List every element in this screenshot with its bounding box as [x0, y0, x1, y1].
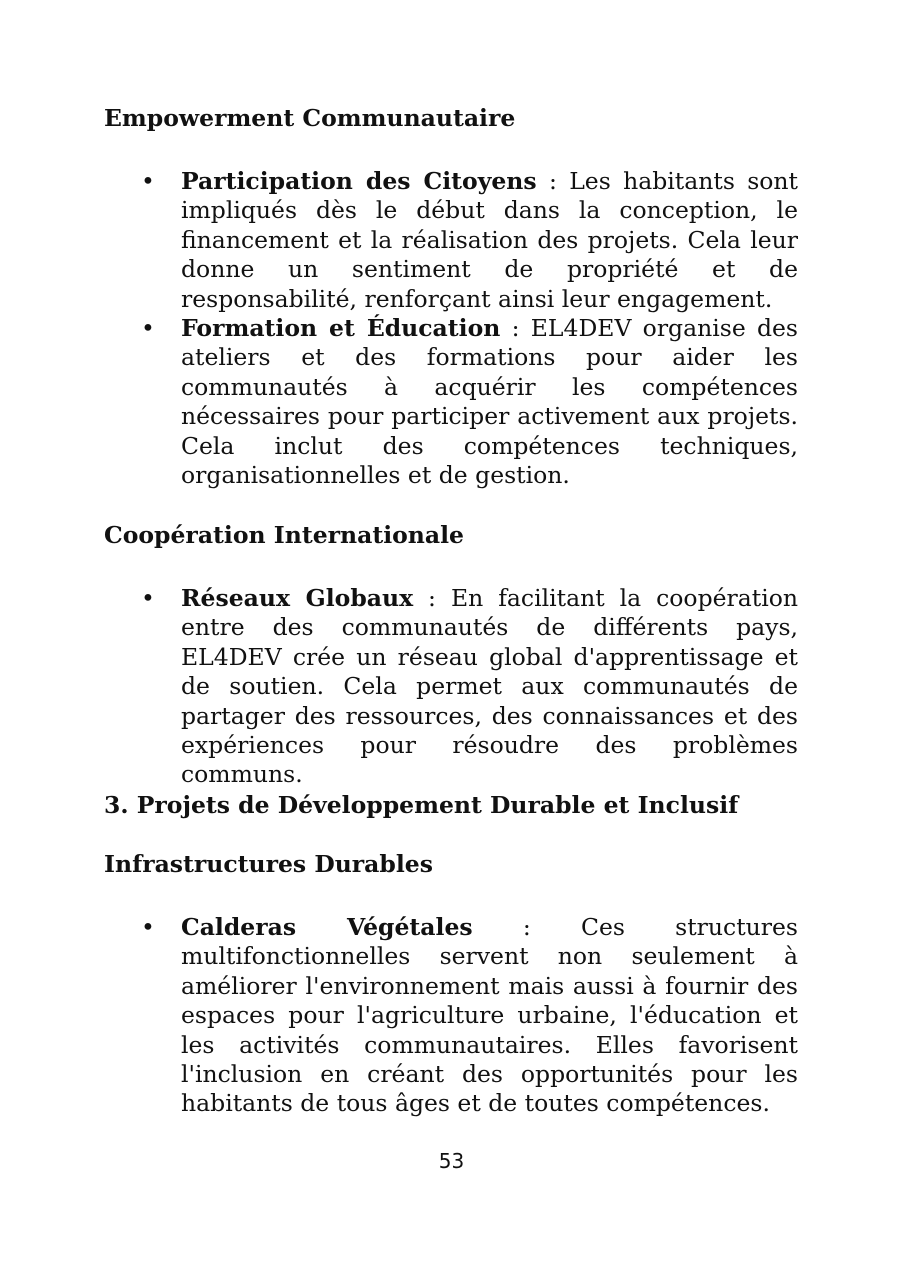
list-item-term: Formation et Éducation	[181, 314, 501, 342]
bullet-icon: •	[141, 913, 155, 941]
list-item-text: Les habitants sont impliqués dès le début dans la conception, le financement et la réalisation des projets. Cela leur donne un sentiment de propriété et de responsabilité, renforçant ainsi leur engagement.	[181, 167, 798, 313]
bullet-icon: •	[141, 584, 155, 612]
list-item-text: EL4DEV organise des ateliers et des formations pour aider les communautés à acquérir les compétences nécessaires pour participer activement aux projets. Cela inclut des compétences techniques, organisationnelles et de gestion.	[181, 314, 798, 490]
section-heading: Infrastructures Durables	[104, 850, 433, 878]
list-item-separator: :	[413, 584, 451, 612]
bullet-icon: •	[141, 167, 155, 195]
list-item-separator: :	[500, 314, 531, 342]
list-item-text: Ces structures multifonctionnelles servent non seulement à améliorer l'environnement mais aussi à fournir des espaces pour l'agriculture urbaine, l'éducation et les activités communautaires. Elles favorisent l'inclusion en créant des opportunités pour les habitants de tous âges et de toutes compétences.	[181, 913, 798, 1118]
list-item	[141, 584, 799, 790]
list-item	[141, 913, 798, 1119]
page-number: 53	[438, 1149, 465, 1173]
chapter-heading: 3. Projets de Développement Durable et Inclusif	[104, 791, 739, 819]
list-item	[141, 314, 798, 490]
list-item-text: En facilitant la coopération entre des communautés de différents pays, EL4DEV crée un réseau global d'apprentissage et de soutien. Cela permet aux communautés de partager des ressources, des connaissances et des expériences pour résoudre des problèmes communs.	[181, 584, 799, 789]
section-heading: Coopération Internationale	[104, 521, 464, 549]
list-item-term: Calderas Végétales	[181, 913, 473, 941]
section-heading: Empowerment Communautaire	[104, 104, 516, 132]
bullet-icon: •	[141, 314, 155, 342]
list-item-separator: :	[536, 167, 570, 195]
list-item-term: Réseaux Globaux	[181, 584, 414, 612]
list-item	[141, 167, 798, 314]
list-item-term: Participation des Citoyens	[181, 167, 537, 195]
list-item-separator: :	[472, 913, 581, 941]
